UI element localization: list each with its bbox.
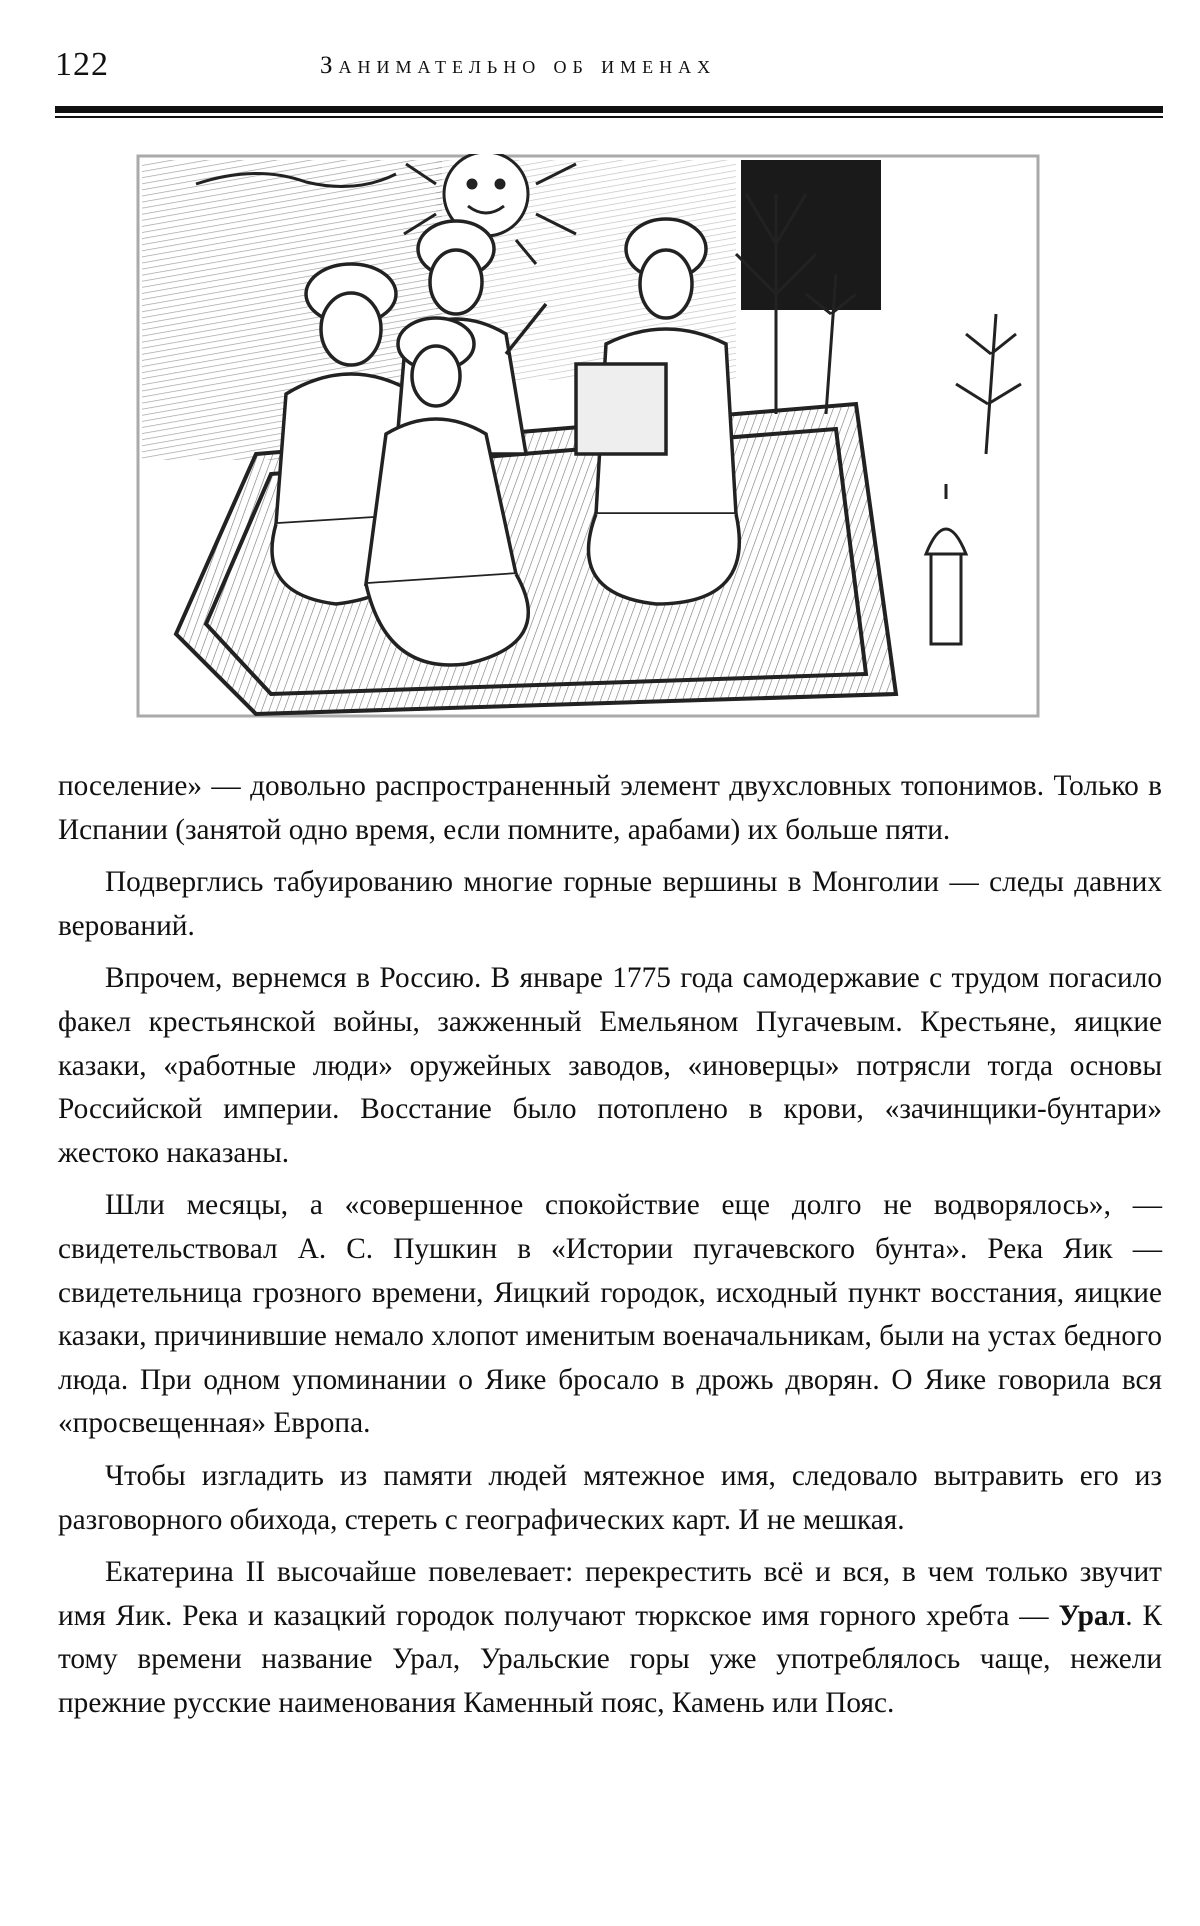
paragraph-5: Чтобы изгладить из памяти людей мятежное имя, следовало вытравить его из разговорного обихода, стереть с географических карт. И не мешкая. [58, 1459, 1162, 1536]
term-ural: Урал [1058, 1599, 1126, 1632]
paragraph-2: Подверглись табуированию многие горные вершины в Монголии — следы давних верований. [58, 866, 1162, 942]
body-text [58, 765, 1162, 1734]
page-header [55, 38, 1160, 98]
illustration-scholars-on-carpet [136, 154, 1040, 718]
header-rule-thick [55, 106, 1163, 113]
book-icon [576, 364, 666, 454]
night-panel [741, 160, 881, 310]
header-rule-thin [55, 116, 1163, 118]
paragraph-4: Шли месяцы, а «совершенное спокойствие еще долго не водворялось», — свидетельствовал А. С. Пушкин в «Истории пугачевского бунта». Река Яик — свидетельница грозного времени, Яицкий городок, исходный пункт восстания, яицкие казаки, причинившие немало хлопот именитым военачальникам, были на устах бедного люда. При одном упоминании о Яике бросало в дрожь дворян. О Яике говорила вся «просвещенная» Европа. [58, 1189, 1162, 1440]
paragraph-3: Впрочем, вернемся в Россию. В январе 1775 года самодержавие с трудом погасило факел крестьянской войны, зажженный Емельяном Пугачевым. Крестьяне, яицкие казаки, «работные люди» оружейных заводов, «иноверцы» потрясли тогда основы Российской империи. Восстание было потоплено в крови, «зачинщики-бунтари» жестоко наказаны. [58, 962, 1162, 1169]
paragraph-6-start: Екатерина II высочайше повелевает: перекрестить всё и вся, в чем только звучит имя Яик. Река и казацкий городок получают тюркское имя горного хребта — [58, 1556, 1162, 1632]
paragraph-6 [58, 1551, 1162, 1725]
paragraph-6-end: . К тому времени название Урал, Уральские горы уже употреблялось чаще, нежели прежние русские наименования Каменный пояс, Камень или Пояс. [58, 1599, 1162, 1719]
running-title: Занимательно об именах [320, 52, 717, 79]
paragraph-1: поселение» — довольно распространенный элемент двухсловных топонимов. Только в Испании (занятой одно время, если помните, арабами) их больше пяти. [58, 770, 1162, 846]
page-number: 122 [55, 46, 109, 83]
